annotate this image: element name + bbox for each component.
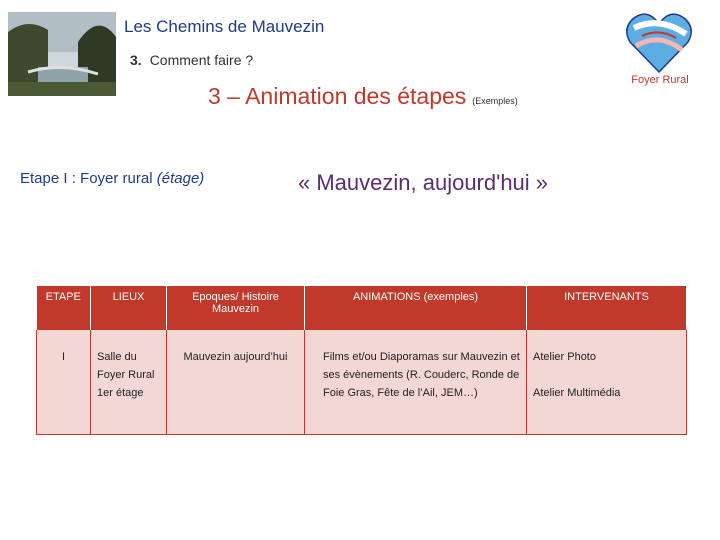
logo-caption: Foyer Rural bbox=[631, 74, 689, 86]
stage-label-prefix: Etape I : bbox=[20, 170, 76, 187]
cell-lieux: Salle du Foyer Rural 1er étage bbox=[91, 330, 167, 435]
intervenant-2: Atelier Multimédia bbox=[533, 387, 621, 399]
landscape-photo bbox=[8, 12, 116, 96]
section-heading-note: (Exemples) bbox=[472, 96, 518, 106]
section-heading bbox=[208, 83, 518, 110]
cell-etape: I bbox=[37, 330, 91, 435]
header-intervenants: INTERVENANTS bbox=[527, 286, 687, 330]
cell-intervenants bbox=[527, 330, 687, 435]
intervenant-1: Atelier Photo bbox=[533, 351, 596, 363]
header-animations: ANIMATIONS (exemples) bbox=[305, 286, 527, 330]
subtitle bbox=[130, 52, 253, 68]
stages-table bbox=[36, 286, 687, 435]
table-header-row bbox=[37, 286, 687, 330]
cell-animations: Films et/ou Diaporamas sur Mauvezin et ses évènements (R. Couderc, Ronde de Foie Gras, Fête de l’Ail, JEM…) bbox=[305, 330, 527, 435]
header-lieux: LIEUX bbox=[91, 286, 167, 330]
stage-quote: « Mauvezin, aujourd'hui » bbox=[298, 170, 549, 195]
section-heading-text: 3 – Animation des étapes bbox=[208, 83, 467, 109]
header-etape: ETAPE bbox=[37, 286, 91, 330]
cell-epoque: Mauvezin aujourd’hui bbox=[167, 330, 305, 435]
page-title: Les Chemins de Mauvezin bbox=[124, 17, 325, 36]
stage-label-place: Foyer rural bbox=[80, 170, 153, 187]
subtitle-text: Comment faire ? bbox=[149, 52, 254, 68]
table-row bbox=[37, 330, 687, 435]
header-epoques: Epoques/ Histoire Mauvezin bbox=[167, 286, 305, 330]
stage-label bbox=[20, 170, 204, 187]
subtitle-number: 3. bbox=[130, 52, 142, 68]
stage-label-note: (étage) bbox=[156, 170, 205, 187]
